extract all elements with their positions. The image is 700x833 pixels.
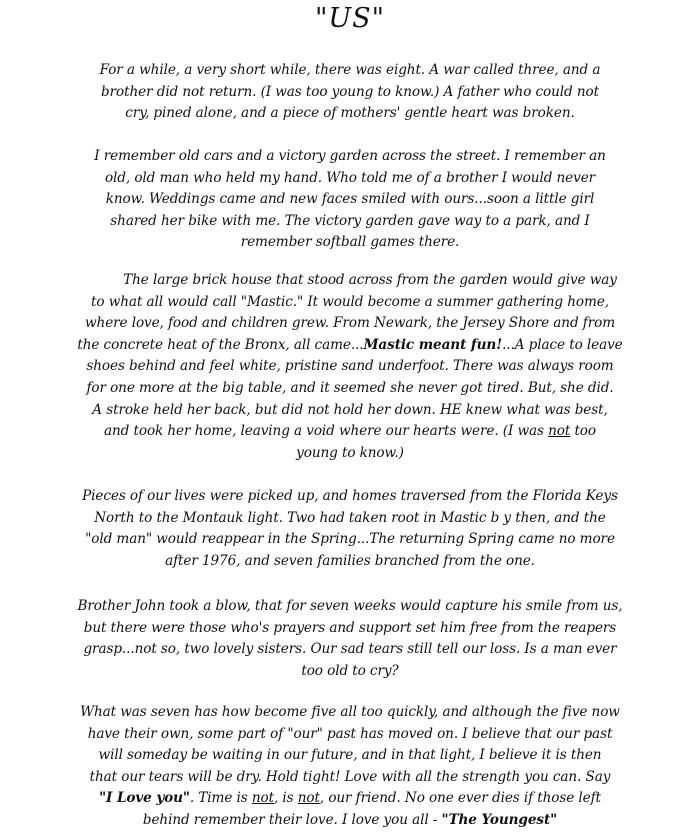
text-line: young to know.) <box>296 444 404 461</box>
text-line <box>6 335 694 357</box>
bold-text: Mastic meant fun! <box>363 336 503 353</box>
text-line: after 1976, and seven families branched from the one. <box>165 552 535 569</box>
paragraph-5 <box>6 596 694 682</box>
bold-text: "The Youngest" <box>441 811 558 828</box>
document-title: "US" <box>314 3 386 34</box>
text-line <box>6 421 694 443</box>
underlined-text: not <box>548 423 571 440</box>
paragraph-2 <box>6 146 694 254</box>
underlined-text: not <box>297 790 320 807</box>
underlined-text: not <box>251 790 274 807</box>
text-segment: . Time is <box>189 790 252 807</box>
text-segment: , is <box>273 790 298 807</box>
paragraph-4 <box>6 486 694 572</box>
text-line <box>6 810 694 832</box>
text-segment: too <box>570 423 596 440</box>
text-line: brother did not return. (I was too young to know.) A father who could not <box>101 83 599 100</box>
text-line: know. Weddings came and new faces smiled with ours...soon a little girl <box>105 191 595 208</box>
text-line: for one more at the big table, and it seemed she never got tired. But, she did. <box>86 379 614 396</box>
text-segment: and took her home, leaving a void where our hearts were. (I was <box>104 423 549 440</box>
paragraph-1 <box>6 60 694 125</box>
text-line: North to the Montauk light. Two had taken root in Mastic b y then, and the <box>94 509 606 526</box>
text-segment: , our friend. No one ever dies if those left <box>319 790 601 807</box>
text-line: What was seven has how become five all too quickly, and although the five now <box>80 704 620 720</box>
text-line: where love, food and children grew. From Newark, the Jersey Shore and from <box>85 315 615 332</box>
text-line: remember softball games there. <box>240 234 460 251</box>
text-line: to what all would call "Mastic." It would become a summer gathering home, <box>91 293 609 310</box>
text-line: For a while, a very short while, there was eight. A war called three, and a <box>99 62 601 78</box>
text-line: I remember old cars and a victory garden across the street. I remember an <box>94 148 606 164</box>
text-line: A stroke held her back, but did not hold her down. HE knew what was best, <box>92 401 608 418</box>
paragraph-6 <box>6 702 694 832</box>
text-line: The large brick house that stood across from the garden would give way <box>123 272 617 288</box>
bold-text: "I Love you" <box>99 790 190 807</box>
text-line: "old man" would reappear in the Spring...The returning Spring came no more <box>85 531 615 548</box>
text-segment: the concrete heat of the Bronx, all came... <box>77 336 364 353</box>
text-line <box>6 788 694 810</box>
paragraph-3 <box>6 270 694 464</box>
text-segment: behind remember their love. I love you all - <box>142 811 442 828</box>
text-segment: ...A place to leave <box>502 336 623 353</box>
text-line: but there were those who's prayers and support set him free from the reapers <box>83 619 617 636</box>
text-line: that our tears will be dry. Hold tight! Love with all the strength you can. Say <box>89 768 611 785</box>
text-line: too old to cry? <box>301 662 399 679</box>
text-line: grasp...not so, two lovely sisters. Our sad tears still tell our loss. Is a man ever <box>83 641 617 658</box>
text-line: Brother John took a blow, that for seven weeks would capture his smile from us, <box>77 598 623 614</box>
text-line: will someday be waiting in our future, and in that light, I believe it is then <box>98 747 602 764</box>
text-line: have their own, some part of "our" past has moved on. I believe that our past <box>87 725 613 742</box>
text-line: cry, pined alone, and a piece of mothers' gentle heart was broken. <box>125 105 575 122</box>
text-line: shoes behind and feel white, pristine sand underfoot. There was always room <box>86 358 614 375</box>
text-line: shared her bike with me. The victory garden gave way to a park, and I <box>110 212 590 229</box>
text-line: Pieces of our lives were picked up, and homes traversed from the Florida Keys <box>82 488 618 504</box>
text-line: old, old man who held my hand. Who told me of a brother I would never <box>104 169 596 186</box>
